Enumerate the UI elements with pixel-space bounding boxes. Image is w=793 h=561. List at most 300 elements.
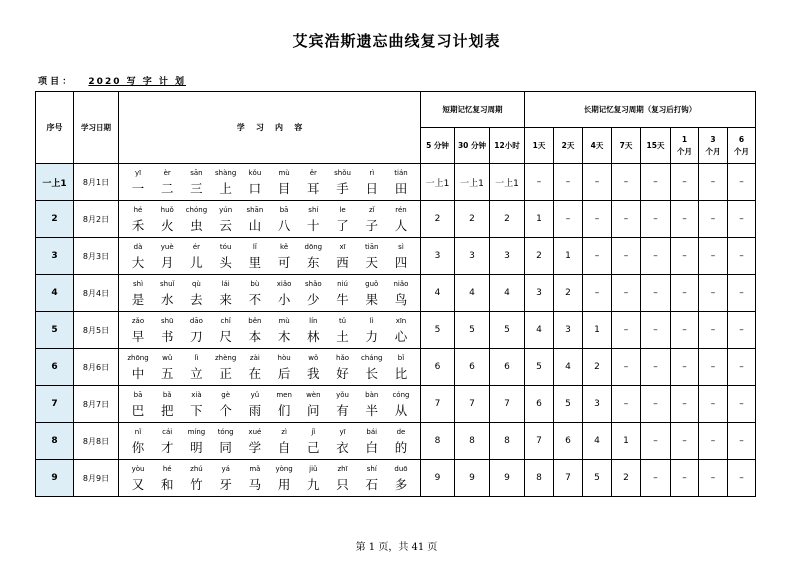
character-cell [183,464,209,492]
row-content [119,312,421,349]
hanzi: 竹 [190,477,203,492]
hanzi: 了 [336,218,349,233]
pinyin: shì [132,280,144,288]
pinyin: chóng [185,206,208,214]
row-number: 2 [36,201,74,238]
hanzi: 长 [365,366,378,381]
hanzi: 头 [219,255,232,270]
long-review-cell: – [699,201,728,238]
pinyin: tóng [217,428,234,436]
long-review-cell: – [641,386,671,423]
row-number: 9 [36,460,74,497]
pinyin: huǒ [160,206,174,214]
long-review-cell: 4 [583,423,612,460]
character-cell [388,390,414,418]
character-cell [242,242,268,270]
header-short-1: 30 分钟 [455,128,490,164]
character-cell [183,353,209,381]
character-cell [242,464,268,492]
hanzi: 白 [365,440,378,455]
hanzi: 牙 [219,477,232,492]
hanzi: 明 [190,440,203,455]
character-cell [242,279,268,307]
row-content [119,386,421,423]
pinyin: duō [394,465,408,473]
character-cell [300,205,326,233]
long-review-cell: 8 [525,460,554,497]
pinyin: tián [394,169,408,177]
long-review-cell: – [728,386,756,423]
short-review-cell: 一上1 [490,164,525,201]
pinyin: běn [248,317,262,325]
long-review-cell: – [699,349,728,386]
character-cell [213,316,239,344]
character-cell [183,390,209,418]
row-date: 8月4日 [74,275,119,312]
long-review-cell: – [612,201,641,238]
short-review-cell: 3 [490,238,525,275]
hanzi: 牛 [336,292,349,307]
hanzi: 上 [219,181,232,196]
character-cell [125,464,151,492]
long-review-cell: – [699,460,728,497]
long-review-cell: – [612,312,641,349]
table-row [36,164,756,201]
character-cell [359,205,385,233]
hanzi: 多 [394,477,408,492]
long-review-cell: 6 [554,423,583,460]
character-cell [183,427,209,455]
hanzi: 巴 [131,403,145,418]
row-content [119,201,421,238]
pinyin: tiān [365,243,379,251]
long-review-cell: – [612,275,641,312]
character-cell [242,390,268,418]
character-cell [388,279,414,307]
character-cell [330,168,356,196]
pinyin: shí [308,206,319,214]
long-review-cell: 1 [554,238,583,275]
hanzi: 里 [248,255,262,270]
long-review-cell: – [641,164,671,201]
project-value: 2020 写 字 计 划 [88,77,187,87]
short-review-cell: 4 [490,275,525,312]
pinyin: rì [369,169,375,177]
hanzi: 火 [160,218,174,233]
hanzi: 禾 [131,218,145,233]
header-date: 学习日期 [74,92,119,164]
hanzi: 九 [307,477,320,492]
row-date: 8月7日 [74,386,119,423]
hanzi: 山 [248,218,262,233]
long-review-cell: 3 [554,312,583,349]
hanzi: 三 [190,181,203,196]
table-row [36,460,756,497]
long-review-cell: – [671,164,699,201]
pinyin: zhú [190,465,203,473]
pinyin: jiǔ [309,465,318,473]
hanzi: 马 [248,477,262,492]
hanzi: 们 [277,403,291,418]
hanzi: 耳 [307,181,320,196]
hanzi: 正 [219,366,232,381]
short-review-cell: 一上1 [455,164,490,201]
pinyin: bā [133,391,143,399]
character-cell [330,316,356,344]
pinyin: bái [366,428,378,436]
pinyin: shàng [215,169,237,177]
pinyin: guǒ [365,280,379,288]
hanzi: 子 [365,218,378,233]
hanzi: 二 [160,181,174,196]
pinyin: xī [339,243,346,251]
long-review-cell: – [641,349,671,386]
page-title: 艾宾浩斯遗忘曲线复习计划表 [292,32,501,50]
long-review-cell: 1 [612,423,641,460]
pinyin: dōng [304,243,323,251]
header-content: 学 习 内 容 [119,92,421,164]
character-cell [125,242,151,270]
pinyin: bù [250,280,260,288]
table-row [36,423,756,460]
long-review-cell: – [699,238,728,275]
pinyin: men [276,391,292,399]
short-review-cell: 5 [421,312,455,349]
long-review-cell: – [671,275,699,312]
character-cell [125,353,151,381]
pinyin: gè [221,391,231,399]
character-cell [300,427,326,455]
character-cell [154,390,180,418]
character-cell [359,316,385,344]
pinyin: xīn [395,317,407,325]
hanzi: 林 [307,329,320,344]
hanzi: 衣 [336,440,349,455]
pinyin: wǔ [162,354,173,362]
pinyin: shū [160,317,174,325]
pinyin: mǎ [249,465,261,473]
long-review-cell: – [728,201,756,238]
short-review-cell: 8 [455,423,490,460]
short-review-cell: 9 [421,460,455,497]
hanzi: 的 [394,440,408,455]
hanzi: 日 [365,181,378,196]
short-review-cell: 4 [421,275,455,312]
pinyin: le [339,206,346,214]
character-cell [271,205,297,233]
character-cell [388,242,414,270]
hanzi: 土 [336,329,349,344]
character-cell [213,464,239,492]
character-cell [154,205,180,233]
character-cell [183,242,209,270]
pinyin: lái [221,280,230,288]
character-cell [359,464,385,492]
pinyin: xué [248,428,262,436]
character-cell [183,316,209,344]
pinyin: yòng [275,465,293,473]
long-review-cell: – [728,312,756,349]
pinyin: lín [309,317,318,325]
header-long-1: 2天 [554,128,583,164]
character-cell [300,242,326,270]
pinyin: rén [395,206,407,214]
character-cell [125,427,151,455]
character-cell [330,353,356,381]
character-cell [154,168,180,196]
short-review-cell: 7 [490,386,525,423]
character-cell [183,205,209,233]
character-cell [271,279,297,307]
pinyin: bàn [365,391,379,399]
header-long-2: 4天 [583,128,612,164]
row-content [119,349,421,386]
character-cell [359,427,385,455]
long-review-cell: – [641,275,671,312]
pinyin: sān [190,169,203,177]
pinyin: kě [280,243,289,251]
character-cell [388,168,414,196]
hanzi: 半 [365,403,378,418]
table-row [36,312,756,349]
row-number: 一上1 [36,164,74,201]
character-cell [330,464,356,492]
long-review-cell: – [583,275,612,312]
pinyin: zǎo [131,317,145,325]
hanzi: 把 [160,403,174,418]
character-cell [300,168,326,196]
pinyin: chǐ [220,317,231,325]
character-cell [154,464,180,492]
pinyin: wèn [306,391,321,399]
character-cell [125,279,151,307]
review-plan-table [35,91,756,497]
short-review-cell: 7 [455,386,490,423]
long-review-cell: 7 [554,460,583,497]
pinyin: yǒu [336,391,349,399]
hanzi: 大 [131,255,145,270]
short-review-cell: 3 [455,238,490,275]
hanzi: 自 [277,440,291,455]
header-short-2: 12小时 [490,128,525,164]
row-content [119,238,421,275]
project-label: 项 目 ： [38,77,72,87]
pinyin: ér [192,243,201,251]
pinyin: mù [278,317,290,325]
long-review-cell: – [671,386,699,423]
long-review-cell: – [699,164,728,201]
long-review-cell: – [671,312,699,349]
row-content [119,275,421,312]
long-review-cell: 3 [583,386,612,423]
hanzi: 木 [277,329,291,344]
long-review-cell: – [728,423,756,460]
header-long-5: 1 个月 [671,128,699,164]
character-cell [330,427,356,455]
hanzi: 一 [131,181,145,196]
row-number: 7 [36,386,74,423]
row-number: 8 [36,423,74,460]
hanzi: 只 [336,477,349,492]
hanzi: 口 [248,181,262,196]
hanzi: 手 [336,181,349,196]
pinyin: dāo [189,317,203,325]
hanzi: 下 [190,403,203,418]
long-review-cell: – [641,238,671,275]
character-cell [359,168,385,196]
character-cell [213,242,239,270]
character-cell [125,205,151,233]
long-review-cell: – [612,164,641,201]
character-cell [213,168,239,196]
long-review-cell: 5 [554,386,583,423]
pinyin: yòu [131,465,145,473]
short-review-cell: 3 [421,238,455,275]
short-review-cell: 6 [490,349,525,386]
row-content [119,460,421,497]
hanzi: 本 [248,329,262,344]
pinyin: zhèng [215,354,237,362]
header-short-0: 5 分钟 [421,128,455,164]
character-cell [359,279,385,307]
long-review-cell: – [728,460,756,497]
hanzi: 好 [336,366,349,381]
character-cell [242,168,268,196]
hanzi: 月 [160,255,174,270]
long-review-cell: – [728,349,756,386]
hanzi: 后 [277,366,291,381]
long-review-cell: – [641,201,671,238]
pinyin: hé [162,465,172,473]
pinyin: hòu [277,354,291,362]
short-review-cell: 6 [421,349,455,386]
pinyin: yá [221,465,230,473]
character-cell [125,390,151,418]
character-cell [300,279,326,307]
character-cell [154,316,180,344]
hanzi: 问 [307,403,320,418]
hanzi: 力 [365,329,378,344]
character-cell [183,168,209,196]
hanzi: 天 [365,255,378,270]
pinyin: tóu [219,243,232,251]
long-review-cell: – [671,201,699,238]
table-row [36,275,756,312]
pinyin: shǎo [304,280,322,288]
long-review-cell: – [583,238,612,275]
short-review-cell: 一上1 [421,164,455,201]
long-review-cell: – [612,386,641,423]
long-review-cell: 5 [583,460,612,497]
character-cell [125,316,151,344]
pinyin: de [396,428,406,436]
table-row [36,386,756,423]
short-review-cell: 9 [490,460,525,497]
pinyin: hǎo [336,354,350,362]
pinyin: shuǐ [159,280,175,288]
short-review-cell: 4 [455,275,490,312]
hanzi: 西 [336,255,349,270]
pinyin: shí [366,465,377,473]
hanzi: 东 [307,255,320,270]
hanzi: 果 [365,292,378,307]
row-number: 6 [36,349,74,386]
pinyin: xià [191,391,202,399]
hanzi: 不 [248,292,262,307]
pinyin: míng [187,428,206,436]
character-cell [300,464,326,492]
pinyin: bǎ [162,391,172,399]
character-cell [125,168,151,196]
row-date: 8月3日 [74,238,119,275]
pinyin: mù [278,169,290,177]
row-number: 3 [36,238,74,275]
long-review-cell: – [641,423,671,460]
long-review-cell: – [671,423,699,460]
pinyin: zhōng [127,354,149,362]
character-cell [242,205,268,233]
hanzi: 儿 [190,255,203,270]
character-cell [271,427,297,455]
header-long-term: 长期记忆复习周期（复习后打钩） [525,92,756,128]
short-review-cell: 2 [455,201,490,238]
hanzi: 中 [131,366,145,381]
pinyin: lì [194,354,199,362]
hanzi: 和 [160,477,174,492]
short-review-cell: 2 [421,201,455,238]
hanzi: 心 [394,329,408,344]
hanzi: 目 [277,181,291,196]
pinyin: xiǎo [276,280,292,288]
hanzi: 同 [219,440,232,455]
hanzi: 学 [248,440,262,455]
character-cell [300,353,326,381]
short-review-cell: 9 [455,460,490,497]
pinyin: yī [134,169,142,177]
long-review-cell: – [699,423,728,460]
pinyin: yuè [160,243,174,251]
character-cell [388,427,414,455]
hanzi: 己 [307,440,320,455]
hanzi: 虫 [190,218,203,233]
pinyin: cóng [392,391,410,399]
character-cell [388,205,414,233]
long-review-cell: 6 [525,386,554,423]
pinyin: nǐ [134,428,142,436]
long-review-cell: – [699,386,728,423]
character-cell [242,353,268,381]
character-cell [300,316,326,344]
short-review-cell: 6 [455,349,490,386]
hanzi: 去 [190,292,203,307]
long-review-cell: – [641,312,671,349]
row-date: 8月5日 [74,312,119,349]
character-cell [330,279,356,307]
hanzi: 是 [131,292,145,307]
header-long-7: 6 个月 [728,128,756,164]
project-line [38,74,186,87]
character-cell [330,205,356,233]
hanzi: 田 [394,181,408,196]
character-cell [330,242,356,270]
pinyin: yī [339,428,346,436]
row-number: 4 [36,275,74,312]
character-cell [242,316,268,344]
character-cell [154,427,180,455]
character-cell [271,464,297,492]
header-long-4: 15天 [641,128,671,164]
hanzi: 少 [307,292,320,307]
